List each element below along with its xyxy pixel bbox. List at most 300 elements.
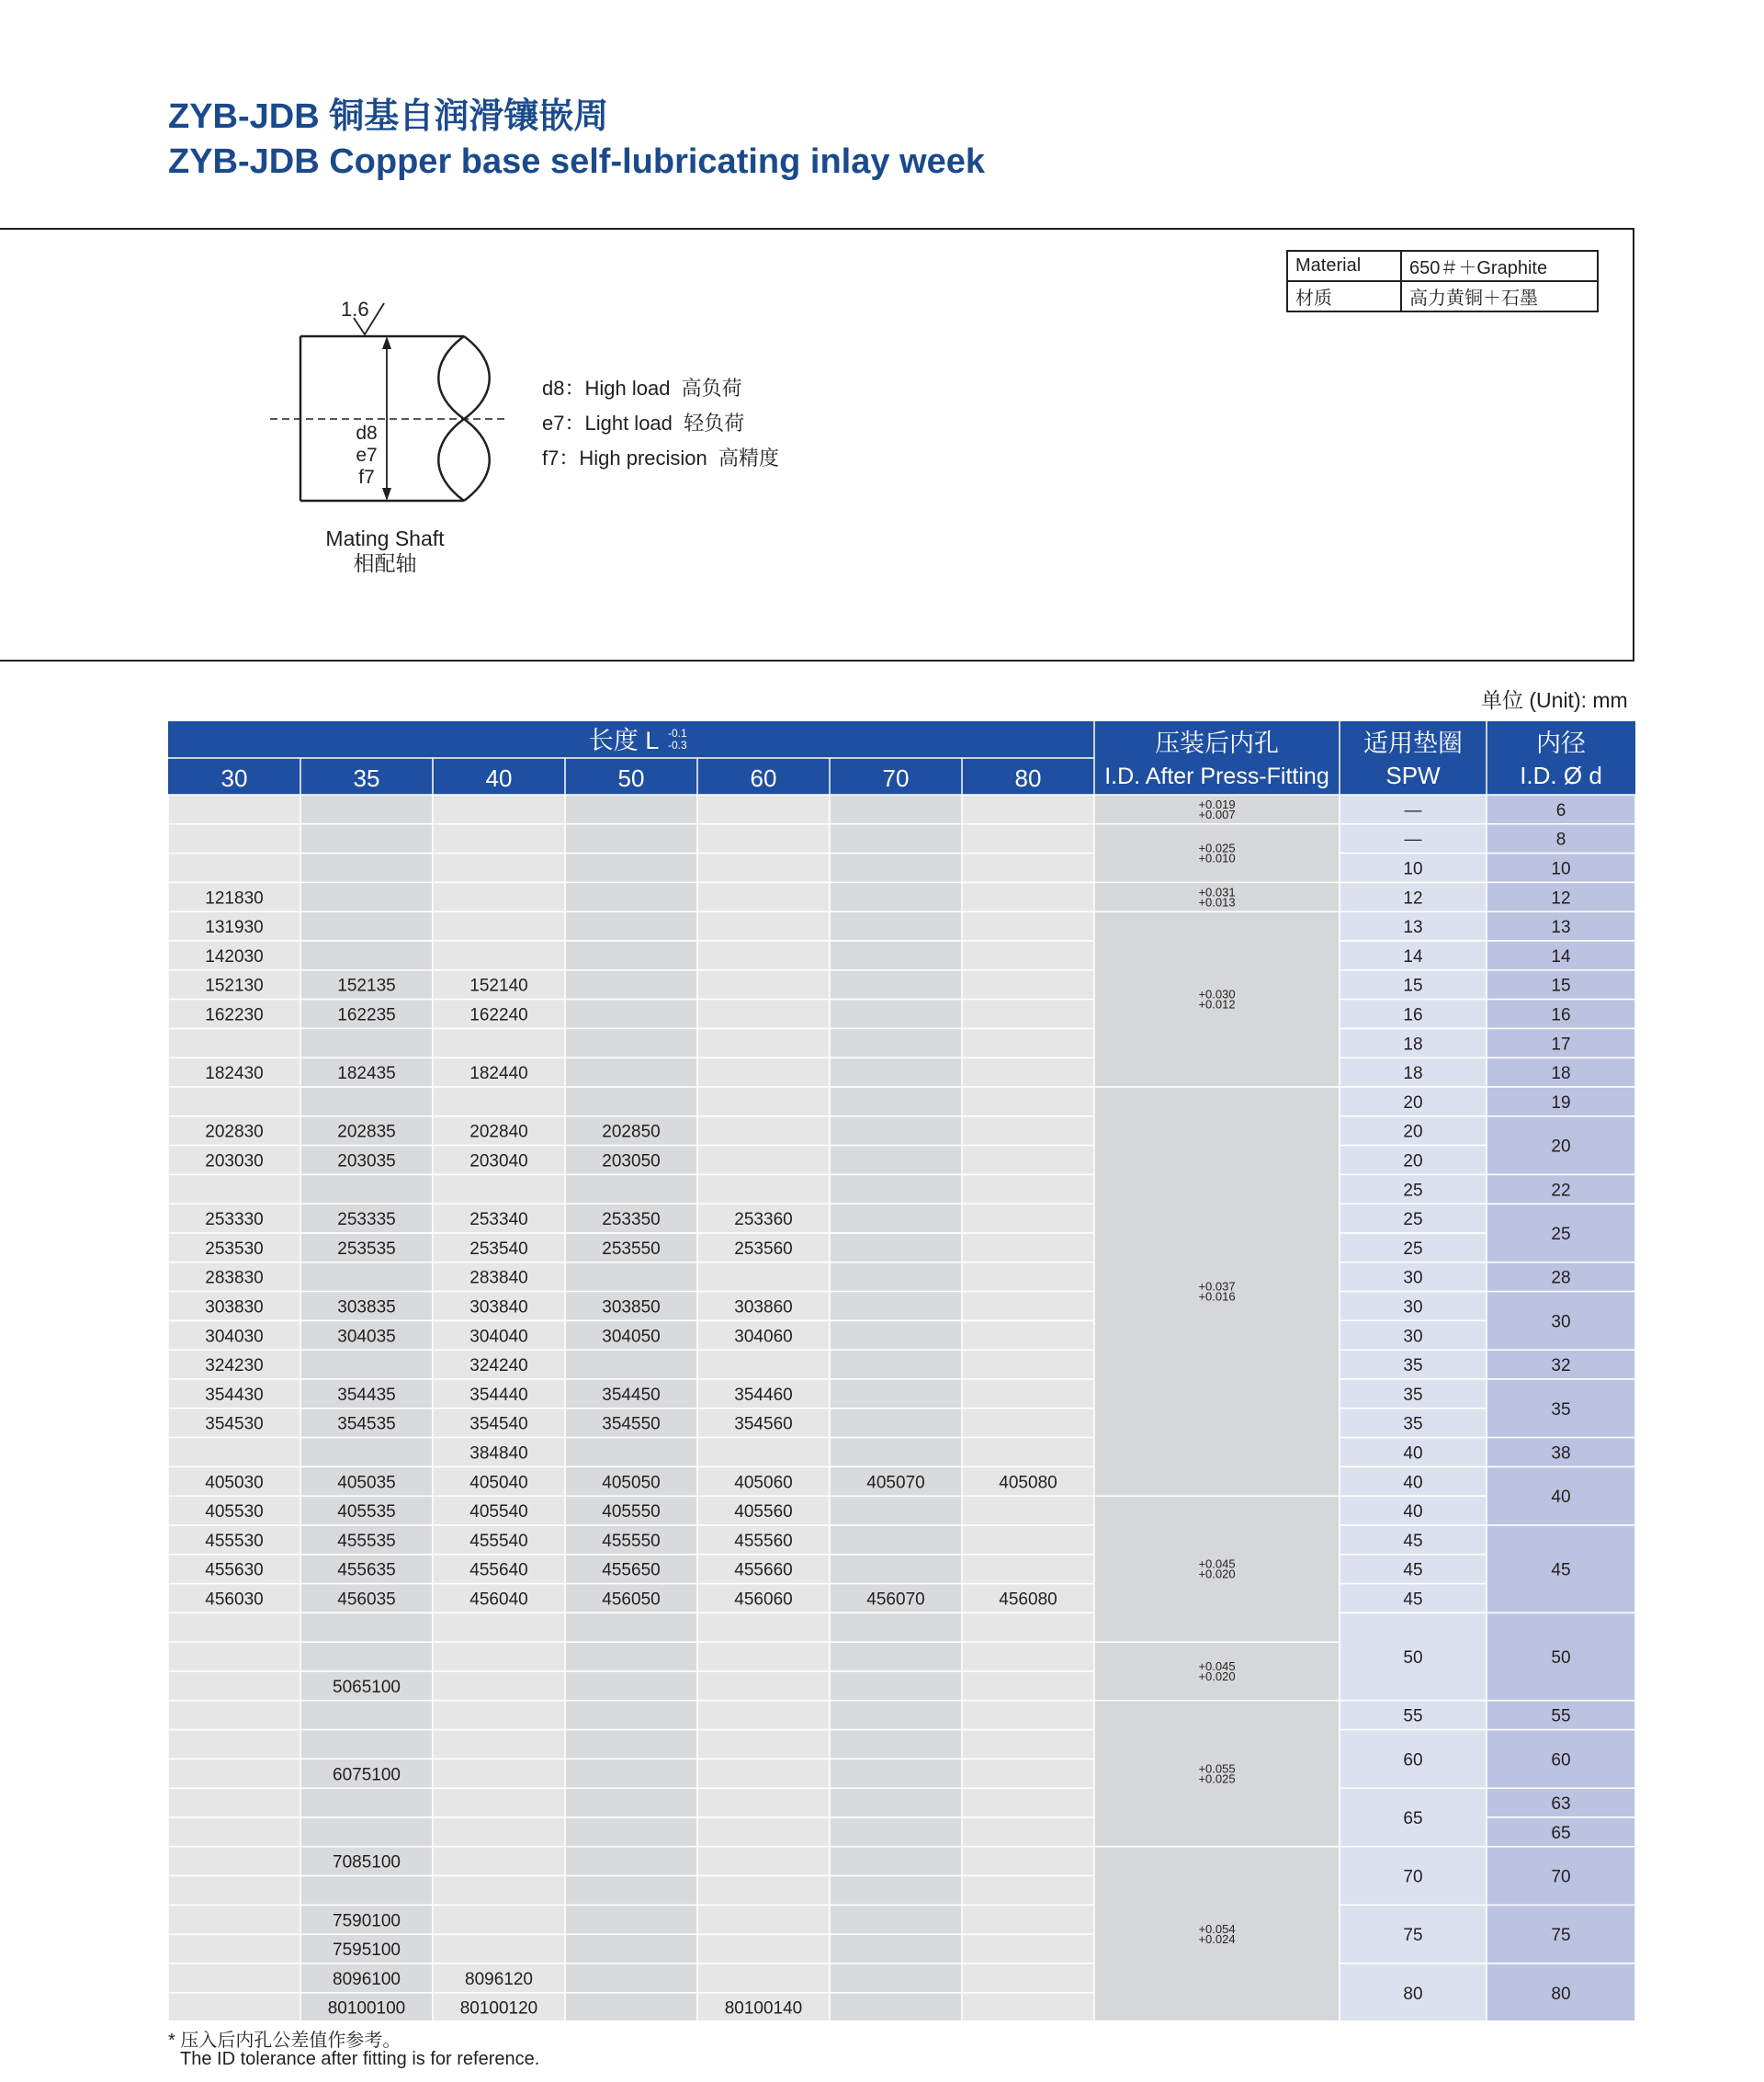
table-cell: [433, 1934, 565, 1963]
part-number: 253535: [337, 1239, 396, 1259]
part-number: 80100100: [327, 1998, 406, 2019]
part-number: 203050: [602, 1151, 661, 1171]
part-number: 455535: [337, 1531, 396, 1551]
part-number: 304050: [602, 1327, 661, 1347]
table-cell: [433, 824, 565, 854]
id-value: 70: [1551, 1867, 1571, 1887]
table-cell: [830, 1993, 962, 2020]
table-cell: [697, 1087, 830, 1116]
spw-value: 15: [1403, 976, 1423, 996]
table-cell: [697, 1730, 830, 1760]
spw-value: 25: [1403, 1181, 1423, 1201]
tolerance-upper: +0.037: [1198, 1279, 1236, 1294]
table-cell: [830, 1204, 962, 1233]
tolerance-upper: +0.054: [1198, 1922, 1236, 1937]
spw-value: 18: [1403, 1064, 1423, 1084]
length-header: 长度 L: [588, 727, 660, 754]
footnote-cn: * 压入后内孔公差值作参考。: [168, 2031, 401, 2051]
table-cell: [830, 882, 962, 911]
table-cell: [300, 795, 433, 824]
table-cell: [962, 1292, 1094, 1321]
table-cell: [830, 1817, 962, 1847]
table-cell: [565, 1350, 697, 1379]
tolerance-cn: 轻负荷: [684, 412, 745, 435]
table-cell: [565, 1759, 697, 1788]
table-cell: [697, 1759, 830, 1788]
table-cell: [830, 1934, 962, 1963]
part-number: 405040: [469, 1473, 528, 1493]
table-cell: [962, 1028, 1094, 1058]
part-number: 7085100: [333, 1852, 401, 1873]
table-cell: [697, 1262, 830, 1292]
table-cell: [565, 1876, 697, 1906]
table-cell: [168, 1612, 300, 1642]
tolerance-upper: +0.045: [1198, 1556, 1236, 1571]
part-number: 304060: [734, 1327, 793, 1347]
table-cell: [962, 1759, 1094, 1788]
tolerance-lower: +0.007: [1198, 807, 1236, 821]
part-number: 162230: [205, 1005, 264, 1025]
table-cell: [697, 1350, 830, 1379]
part-number: 5065100: [333, 1677, 401, 1697]
table-cell: [565, 1642, 697, 1671]
table-cell: [962, 1438, 1094, 1467]
table-cell: [962, 1262, 1094, 1292]
footnote-en: The ID tolerance after fitting is for reference.: [180, 2049, 540, 2069]
part-number: 142030: [205, 946, 264, 967]
spw-value: 45: [1403, 1560, 1423, 1580]
spw-value: 14: [1403, 946, 1423, 967]
table-cell: [697, 1876, 830, 1906]
table-cell: [962, 1379, 1094, 1409]
table-cell: [168, 1817, 300, 1847]
table-cell: [962, 1409, 1094, 1438]
table-cell: [300, 941, 433, 970]
table-cell: [962, 1642, 1094, 1671]
table-cell: [565, 941, 697, 970]
table-cell: [962, 941, 1094, 970]
table-cell: [830, 1262, 962, 1292]
table-cell: [962, 1934, 1094, 1963]
id-value: 32: [1551, 1356, 1571, 1376]
part-number: 456080: [999, 1590, 1057, 1610]
table-cell: [962, 1817, 1094, 1847]
table-cell: [962, 882, 1094, 911]
spw-value: 75: [1403, 1926, 1423, 1946]
table-cell: [433, 795, 565, 824]
table-cell: [300, 1642, 433, 1671]
part-number: 8096100: [333, 1969, 401, 1989]
table-cell: [168, 795, 300, 824]
id-value: 35: [1551, 1399, 1571, 1420]
spw-header-en: SPW: [1385, 762, 1441, 789]
table-cell: [830, 911, 962, 941]
tolerance-lower: +0.024: [1198, 1932, 1236, 1947]
tolerance-cn: 高精度: [718, 447, 780, 470]
table-cell: [697, 1116, 830, 1146]
table-cell: [565, 1612, 697, 1642]
press-fit-header-en: I.D. After Press-Fitting: [1104, 764, 1329, 789]
part-number: 7595100: [333, 1941, 401, 1961]
tolerance-code: f7：: [542, 447, 580, 470]
spw-value: 40: [1403, 1502, 1423, 1522]
table-cell: [168, 1701, 300, 1730]
table-cell: [168, 1028, 300, 1058]
part-number: 203035: [337, 1151, 396, 1171]
part-number: 456040: [469, 1590, 528, 1610]
table-cell: [697, 1642, 830, 1671]
part-number: 303860: [734, 1297, 793, 1318]
part-number: 354530: [205, 1414, 264, 1434]
tolerance-upper: +0.030: [1198, 987, 1236, 1001]
spw-value: 35: [1403, 1356, 1423, 1376]
id-value: 15: [1551, 976, 1571, 996]
table-cell: [830, 1292, 962, 1321]
table-cell: [697, 824, 830, 854]
table-cell: [565, 1028, 697, 1058]
table-cell: [962, 1788, 1094, 1817]
tolerance-en: High precision: [579, 447, 707, 470]
part-number: 405540: [469, 1502, 528, 1522]
part-number: 354540: [469, 1414, 528, 1434]
table-cell: [830, 1642, 962, 1671]
table-cell: [565, 1847, 697, 1876]
part-number: 80100140: [724, 1998, 803, 2019]
table-cell: [565, 1993, 697, 2020]
part-number: 405070: [866, 1473, 925, 1493]
id-value: 6: [1555, 800, 1566, 820]
table-cell: [830, 1116, 962, 1146]
length-tolerance-lower: -0.3: [668, 739, 687, 752]
table-cell: [565, 1058, 697, 1087]
tolerance-lower: +0.012: [1198, 997, 1236, 1012]
part-number: 182430: [205, 1064, 264, 1084]
table-cell: [565, 882, 697, 911]
id-value: 16: [1551, 1005, 1571, 1025]
table-cell: [565, 1730, 697, 1760]
part-number: 253540: [469, 1239, 528, 1259]
table-cell: [962, 854, 1094, 883]
table-cell: [697, 1817, 830, 1847]
table-cell: [830, 1058, 962, 1087]
part-number: 303835: [337, 1297, 396, 1318]
part-number: 455635: [337, 1560, 396, 1580]
table-cell: [300, 1817, 433, 1847]
table-cell: [830, 1438, 962, 1467]
table-cell: [565, 1087, 697, 1116]
tolerance-note-f7: [542, 443, 779, 471]
spw-value: 35: [1403, 1414, 1423, 1434]
table-cell: [565, 1438, 697, 1467]
part-number: 304030: [205, 1327, 264, 1347]
part-number: 283830: [205, 1268, 264, 1288]
id-value: 63: [1551, 1794, 1571, 1815]
id-value: 10: [1551, 859, 1571, 879]
table-cell: [168, 1671, 300, 1701]
id-value: 30: [1551, 1312, 1571, 1332]
spw-value: 55: [1403, 1706, 1423, 1726]
table-cell: [962, 1233, 1094, 1262]
fit-label-e7: e7: [356, 445, 378, 466]
table-cell: [565, 911, 697, 941]
table-cell: [962, 1847, 1094, 1876]
table-cell: [830, 1759, 962, 1788]
mating-shaft-diagram: [262, 292, 537, 586]
unit-label: 单位 (Unit): mm: [1481, 688, 1628, 712]
table-cell: [433, 941, 565, 970]
id-value: 20: [1551, 1137, 1571, 1157]
table-cell: [830, 1146, 962, 1175]
spw-value: 30: [1403, 1327, 1423, 1347]
table-cell: [168, 1963, 300, 1993]
spw-value: 60: [1403, 1750, 1423, 1771]
id-value: 50: [1551, 1648, 1571, 1669]
part-number: 253350: [602, 1210, 661, 1230]
table-cell: [830, 1788, 962, 1817]
table-cell: [433, 1671, 565, 1701]
table-cell: [565, 1671, 697, 1701]
part-number: 405535: [337, 1502, 396, 1522]
id-value: 17: [1551, 1035, 1571, 1055]
table-cell: [830, 1000, 962, 1029]
spw-value: 70: [1403, 1867, 1423, 1887]
table-cell: [697, 1847, 830, 1876]
table-cell: [300, 1612, 433, 1642]
tolerance-upper: +0.045: [1198, 1659, 1236, 1673]
table-cell: [830, 1409, 962, 1438]
tolerance-code: d8：: [542, 377, 585, 400]
part-number: 354535: [337, 1414, 396, 1434]
press-fit-header-cn: 压装后内孔: [1155, 730, 1279, 757]
table-cell: [830, 1028, 962, 1058]
table-cell: [962, 970, 1094, 1000]
tolerance-upper: +0.025: [1198, 841, 1236, 855]
part-number: 456030: [205, 1590, 264, 1610]
table-cell: [433, 1642, 565, 1671]
tolerance-lower: +0.013: [1198, 895, 1236, 910]
spw-value: 35: [1403, 1385, 1423, 1405]
table-cell: [962, 1730, 1094, 1760]
id-value: 28: [1551, 1268, 1571, 1288]
table-cell: [697, 1438, 830, 1467]
table-cell: [433, 1174, 565, 1204]
table-cell: [962, 1204, 1094, 1233]
spw-value: —: [1404, 830, 1422, 850]
part-number: 324230: [205, 1356, 264, 1376]
part-number: 456070: [866, 1590, 925, 1610]
table-cell: [830, 1087, 962, 1116]
id-value: 25: [1551, 1225, 1571, 1244]
page-title-cn: ZYB-JDB 铜基自润滑镶嵌周: [168, 97, 609, 136]
table-cell: [168, 1905, 300, 1934]
id-value: 38: [1551, 1443, 1571, 1464]
part-number: 80100120: [459, 1998, 538, 2019]
part-number: 253550: [602, 1239, 661, 1259]
table-cell: [830, 854, 962, 883]
part-number: 253560: [734, 1239, 793, 1259]
table-cell: [830, 1174, 962, 1204]
table-cell: [300, 1438, 433, 1467]
table-cell: [830, 1730, 962, 1760]
part-number: 253335: [337, 1210, 396, 1230]
table-cell: [962, 1905, 1094, 1934]
table-cell: [300, 1730, 433, 1760]
table-cell: [830, 1701, 962, 1730]
part-number: 456060: [734, 1590, 793, 1610]
table-cell: [697, 941, 830, 970]
table-cell: [697, 795, 830, 824]
tolerance-lower: +0.016: [1198, 1289, 1236, 1304]
table-cell: [697, 1905, 830, 1934]
table-cell: [697, 1174, 830, 1204]
table-cell: [830, 1233, 962, 1262]
part-number: 303840: [469, 1297, 528, 1318]
part-number: 354435: [337, 1385, 396, 1405]
spec-table-grid: [168, 721, 1635, 2020]
table-cell: [565, 1174, 697, 1204]
id-value: 40: [1551, 1488, 1571, 1508]
part-number: 354460: [734, 1385, 793, 1405]
table-cell: [962, 1058, 1094, 1087]
id-value: 55: [1551, 1706, 1571, 1726]
table-cell: [830, 1876, 962, 1906]
table-cell: [565, 795, 697, 824]
part-number: 405060: [734, 1473, 793, 1493]
id-value: 8: [1555, 830, 1566, 850]
part-number: 455540: [469, 1531, 528, 1551]
table-cell: [830, 1963, 962, 1993]
table-cell: [830, 1555, 962, 1584]
table-cell: [300, 882, 433, 911]
spw-value: 20: [1403, 1092, 1423, 1113]
length-column-header: 70: [882, 764, 910, 792]
material-label-en: Material: [1287, 251, 1401, 281]
part-number: 202830: [205, 1122, 264, 1142]
table-cell: [433, 1788, 565, 1817]
part-number: 283840: [469, 1268, 528, 1288]
part-number: 405550: [602, 1502, 661, 1522]
table-cell: [962, 1555, 1094, 1584]
table-cell: [962, 1525, 1094, 1555]
id-value: 22: [1551, 1181, 1571, 1201]
spw-value: 10: [1403, 859, 1423, 879]
part-number: 405080: [999, 1473, 1057, 1493]
id-value: 14: [1551, 946, 1571, 967]
table-cell: [300, 1262, 433, 1292]
part-number: 203040: [469, 1151, 528, 1171]
spw-value: 12: [1403, 888, 1423, 909]
spw-value: 45: [1403, 1590, 1423, 1610]
diagram-caption-en: Mating Shaft: [325, 526, 445, 550]
part-number: 354430: [205, 1385, 264, 1405]
spw-value: 18: [1403, 1035, 1423, 1055]
part-number: 253360: [734, 1210, 793, 1230]
spw-value: 25: [1403, 1210, 1423, 1230]
spw-value: 80: [1403, 1984, 1423, 2004]
tolerance-code: e7：: [542, 412, 585, 435]
table-cell: [565, 970, 697, 1000]
table-cell: [962, 1320, 1094, 1350]
id-value: 45: [1551, 1560, 1571, 1580]
table-cell: [168, 1730, 300, 1760]
tolerance-note-e7: [542, 408, 744, 436]
table-cell: [830, 970, 962, 1000]
part-number: 303850: [602, 1297, 661, 1318]
table-cell: [697, 1058, 830, 1087]
table-cell: [830, 1320, 962, 1350]
table-cell: [433, 1817, 565, 1847]
part-number: 405530: [205, 1502, 264, 1522]
part-number: 354440: [469, 1385, 528, 1405]
length-tolerance-upper: -0.1: [668, 727, 687, 740]
length-column-header: 80: [1014, 764, 1042, 792]
part-number: 253530: [205, 1239, 264, 1259]
spw-value: 16: [1403, 1005, 1423, 1025]
part-number: 405030: [205, 1473, 264, 1493]
table-cell: [433, 1730, 565, 1760]
id-value: 65: [1551, 1823, 1571, 1843]
id-value: 12: [1551, 888, 1571, 909]
table-cell: [300, 1350, 433, 1379]
length-column-header: 35: [353, 764, 380, 792]
table-cell: [565, 1701, 697, 1730]
spec-table: [168, 721, 1635, 2020]
table-cell: [962, 1116, 1094, 1146]
id-value: 18: [1551, 1064, 1571, 1084]
part-number: 456035: [337, 1590, 396, 1610]
table-cell: [962, 1963, 1094, 1993]
table-cell: [962, 1993, 1094, 2020]
table-cell: [830, 1671, 962, 1701]
fit-label-d8: d8: [356, 423, 378, 444]
material-table: [1286, 250, 1599, 312]
table-cell: [962, 1496, 1094, 1525]
table-cell: [962, 1671, 1094, 1701]
tolerance-cn: 高负荷: [681, 377, 742, 400]
diagram-caption-cn: 相配轴: [353, 551, 417, 575]
part-number: 384840: [469, 1443, 528, 1464]
part-number: 253330: [205, 1210, 264, 1230]
table-cell: [300, 1174, 433, 1204]
part-number: 202850: [602, 1122, 661, 1142]
table-cell: [962, 1000, 1094, 1029]
table-cell: [433, 1876, 565, 1906]
part-number: 121830: [205, 888, 264, 909]
part-number: 303830: [205, 1297, 264, 1318]
spw-value: 65: [1403, 1809, 1423, 1828]
part-number: 405035: [337, 1473, 396, 1493]
spw-value: 30: [1403, 1297, 1423, 1318]
part-number: 455560: [734, 1531, 793, 1551]
table-cell: [962, 1146, 1094, 1175]
table-cell: [697, 1671, 830, 1701]
id-value: 13: [1551, 918, 1571, 938]
table-cell: [697, 1612, 830, 1642]
table-cell: [697, 911, 830, 941]
table-cell: [830, 1525, 962, 1555]
table-cell: [830, 1496, 962, 1525]
tolerance-lower: +0.020: [1198, 1567, 1236, 1581]
table-cell: [697, 1701, 830, 1730]
table-cell: [697, 1146, 830, 1175]
table-cell: [830, 1379, 962, 1409]
part-number: 455650: [602, 1560, 661, 1580]
spw-value: 25: [1403, 1239, 1423, 1259]
part-number: 182435: [337, 1064, 396, 1084]
table-cell: [830, 1350, 962, 1379]
part-number: 405560: [734, 1502, 793, 1522]
part-number: 131930: [205, 918, 264, 938]
